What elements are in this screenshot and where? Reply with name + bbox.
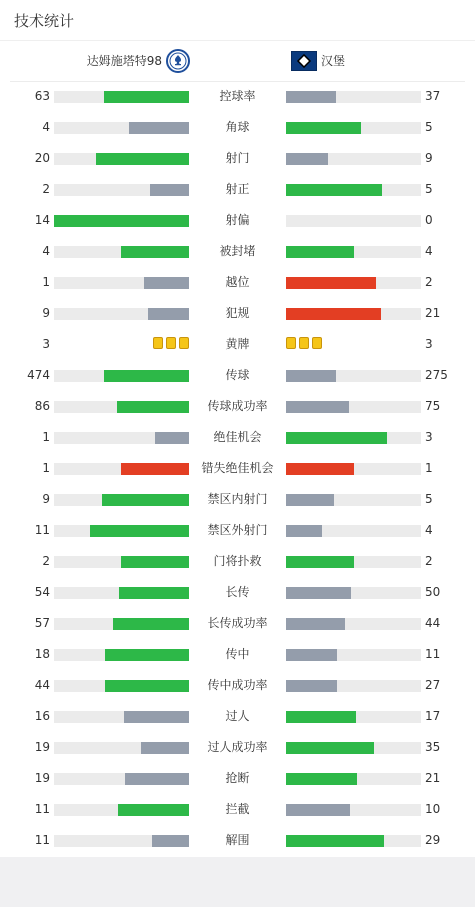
home-stat-bar [119,587,189,599]
home-stat-bar [121,556,189,568]
home-stat-bar [144,277,189,289]
home-stat-bar [125,773,189,785]
home-stat-bar-track [54,835,189,847]
away-stat-bar [286,432,387,444]
stat-row [0,360,475,391]
stat-label: 长传 [225,585,250,599]
away-stat-value: 44 [425,616,441,630]
away-stat-bar-track [286,401,421,413]
away-team-name: 汉堡 [321,54,346,68]
stat-row [0,422,475,453]
stat-label: 射偏 [225,213,250,227]
away-stat-bar [286,773,357,785]
stat-label: 角球 [225,120,250,134]
stat-label: 过人成功率 [207,740,268,754]
away-stat-bar-track [286,91,421,103]
home-stat-bar [96,153,189,165]
stat-label: 控球率 [219,89,256,103]
stat-label: 绝佳机会 [213,430,262,444]
away-stat-bar-track [286,587,421,599]
home-stat-value: 86 [34,399,50,413]
away-stat-bar [286,494,334,506]
stat-row [0,236,475,267]
home-team[interactable] [87,49,190,73]
stat-row [0,143,475,174]
stat-row [0,81,475,112]
stat-label: 犯规 [225,306,250,320]
away-stat-bar-track [286,556,421,568]
stat-label: 抢断 [225,771,250,785]
away-stat-value: 21 [425,306,441,320]
stat-row [0,732,475,763]
away-stat-bar-track [286,835,421,847]
darmstadt-crest-icon [166,49,190,73]
home-stat-value: 1 [42,461,50,475]
home-stat-bar [104,91,189,103]
home-stat-bar [90,525,189,537]
home-stat-value: 9 [42,492,50,506]
stat-row [0,329,475,360]
home-stat-bar [117,401,189,413]
yellow-card-icon [312,337,322,349]
away-stat-bar [286,184,382,196]
home-stat-bar-track [54,91,189,103]
stat-row [0,515,475,546]
away-stat-bar-track [286,618,421,630]
away-stat-bar-track [286,494,421,506]
stat-row [0,453,475,484]
home-stat-value: 4 [42,244,50,258]
away-stat-bar-track [286,711,421,723]
home-stat-value: 3 [42,337,50,351]
home-stat-value: 2 [42,554,50,568]
away-team[interactable] [291,49,345,73]
home-stat-bar [148,308,189,320]
team-header [0,41,475,81]
stat-row [0,794,475,825]
away-stat-bar-track [286,153,421,165]
away-stat-bar-track [286,122,421,134]
away-stat-bar-track [286,370,421,382]
away-stat-bar [286,680,337,692]
stat-row [0,701,475,732]
away-stat-bar-track [286,525,421,537]
away-stat-value: 5 [425,120,433,134]
away-stat-bar-track [286,215,421,227]
stat-label: 门将扑救 [213,554,262,568]
home-stat-bar [104,370,189,382]
stat-row [0,298,475,329]
home-stat-bar-track [54,370,189,382]
away-stat-bar [286,277,376,289]
stat-row [0,670,475,701]
stat-row [0,484,475,515]
home-stat-value: 57 [34,616,50,630]
away-stat-bar [286,711,356,723]
home-stat-bar-track [54,184,189,196]
away-stat-value: 3 [425,430,433,444]
home-stat-value: 11 [34,833,50,847]
away-stat-value: 27 [425,678,441,692]
stat-label: 禁区外射门 [207,523,268,537]
away-stat-bar [286,401,349,413]
home-stat-bar-track [54,246,189,258]
stat-label: 越位 [225,275,250,289]
away-stat-bar-track [286,184,421,196]
away-stat-bar-track [286,742,421,754]
stat-label: 过人 [225,709,250,723]
home-stat-value: 1 [42,275,50,289]
home-stat-value: 18 [34,647,50,661]
home-stat-bar-track [54,525,189,537]
away-stat-bar-track [286,680,421,692]
away-stat-value: 35 [425,740,441,754]
stat-row [0,763,475,794]
home-stat-bar-track [54,556,189,568]
home-stat-bar-track [54,711,189,723]
away-stat-value: 2 [425,275,433,289]
away-stat-value: 5 [425,492,433,506]
away-stat-value: 37 [425,89,441,103]
yellow-card-icon [153,337,163,349]
away-stat-bar [286,587,351,599]
stat-label: 解围 [225,833,250,847]
home-stat-bar-track [54,494,189,506]
stat-label: 射门 [225,151,250,165]
home-yellow-cards [153,337,189,351]
home-stat-bar-track [54,153,189,165]
home-team-name: 达姆施塔特98 [86,54,162,68]
stat-row [0,639,475,670]
away-stat-value: 0 [425,213,433,227]
home-stat-value: 4 [42,120,50,134]
stat-row [0,205,475,236]
home-stat-value: 11 [34,802,50,816]
home-stat-value: 474 [27,368,50,382]
home-stat-bar [155,432,189,444]
stat-label: 射正 [225,182,250,196]
away-stat-value: 11 [425,647,441,661]
home-stat-value: 44 [34,678,50,692]
away-stat-bar [286,153,328,165]
away-stat-value: 50 [425,585,441,599]
away-stat-bar [286,370,336,382]
away-stat-bar-track [286,308,421,320]
away-stat-bar [286,525,322,537]
home-stat-bar [105,649,189,661]
home-stat-bar-track [54,742,189,754]
away-stat-value: 75 [425,399,441,413]
home-stat-bar-track [54,587,189,599]
home-stat-bar [129,122,189,134]
home-stat-bar-track [54,432,189,444]
home-stat-bar-track [54,649,189,661]
home-stat-bar-track [54,277,189,289]
away-stat-value: 10 [425,802,441,816]
away-stat-value: 1 [425,461,433,475]
away-stat-bar [286,122,361,134]
home-stat-value: 63 [34,89,50,103]
home-stat-bar [102,494,189,506]
stat-label: 传球成功率 [207,399,268,413]
home-stat-value: 19 [34,740,50,754]
away-stat-value: 9 [425,151,433,165]
away-yellow-cards [286,337,322,351]
stat-row [0,546,475,577]
stat-label: 传中成功率 [207,678,268,692]
away-stat-bar [286,742,374,754]
home-stat-value: 9 [42,306,50,320]
away-stat-bar [286,618,345,630]
away-stat-bar [286,91,336,103]
page-title: 技术统计 [14,12,75,30]
home-stat-value: 14 [34,213,50,227]
home-stat-value: 11 [34,523,50,537]
away-stat-bar [286,463,354,475]
stat-row [0,825,475,856]
home-stat-value: 1 [42,430,50,444]
away-stat-bar [286,649,337,661]
home-stat-bar [113,618,189,630]
stat-row [0,174,475,205]
stat-label: 黄牌 [225,337,250,351]
away-stat-bar-track [286,804,421,816]
away-stat-value: 5 [425,182,433,196]
away-stat-value: 17 [425,709,441,723]
home-stat-bar-track [54,215,189,227]
stat-label: 拦截 [225,802,250,816]
home-stat-bar [118,804,189,816]
hamburg-crest-icon [291,51,317,71]
away-stat-bar [286,804,350,816]
yellow-card-icon [286,337,296,349]
away-stat-value: 275 [425,368,448,382]
stat-row [0,112,475,143]
away-stat-value: 3 [425,337,433,351]
stat-label: 传中 [225,647,250,661]
away-stat-bar [286,246,354,258]
home-stat-bar-track [54,122,189,134]
home-stat-bar [54,215,189,227]
home-stat-bar [141,742,189,754]
stat-row [0,608,475,639]
home-stat-value: 19 [34,771,50,785]
away-stat-bar-track [286,649,421,661]
stat-label: 错失绝佳机会 [201,461,274,475]
home-stat-bar-track [54,804,189,816]
away-stat-value: 4 [425,244,433,258]
home-stat-bar-track [54,308,189,320]
home-stat-bar [105,680,189,692]
away-stat-bar [286,308,381,320]
away-stat-bar [286,556,354,568]
home-stat-bar-track [54,773,189,785]
home-stat-bar [121,463,189,475]
stat-row [0,577,475,608]
away-stat-value: 2 [425,554,433,568]
away-stat-bar-track [286,246,421,258]
away-stat-bar-track [286,463,421,475]
home-stat-value: 16 [34,709,50,723]
home-stat-bar-track [54,618,189,630]
stat-row [0,267,475,298]
stat-label: 禁区内射门 [207,492,268,506]
stat-label: 被封堵 [219,244,256,258]
home-stat-bar [121,246,189,258]
home-stat-bar [150,184,189,196]
home-stat-bar-track [54,463,189,475]
yellow-card-icon [179,337,189,349]
away-stat-bar-track [286,432,421,444]
stats-list [0,81,475,856]
stat-label: 长传成功率 [207,616,268,630]
yellow-card-icon [299,337,309,349]
home-stat-bar-track [54,401,189,413]
stat-row [0,391,475,422]
away-stat-bar [286,835,384,847]
home-stat-value: 20 [34,151,50,165]
home-stat-value: 54 [34,585,50,599]
home-stat-bar-track [54,680,189,692]
away-stat-value: 4 [425,523,433,537]
home-stat-value: 2 [42,182,50,196]
home-stat-bar [152,835,189,847]
home-stat-bar [124,711,189,723]
away-stat-value: 29 [425,833,441,847]
away-stat-value: 21 [425,771,441,785]
away-stat-bar-track [286,277,421,289]
yellow-card-icon [166,337,176,349]
stat-label: 传球 [225,368,250,382]
away-stat-bar-track [286,773,421,785]
